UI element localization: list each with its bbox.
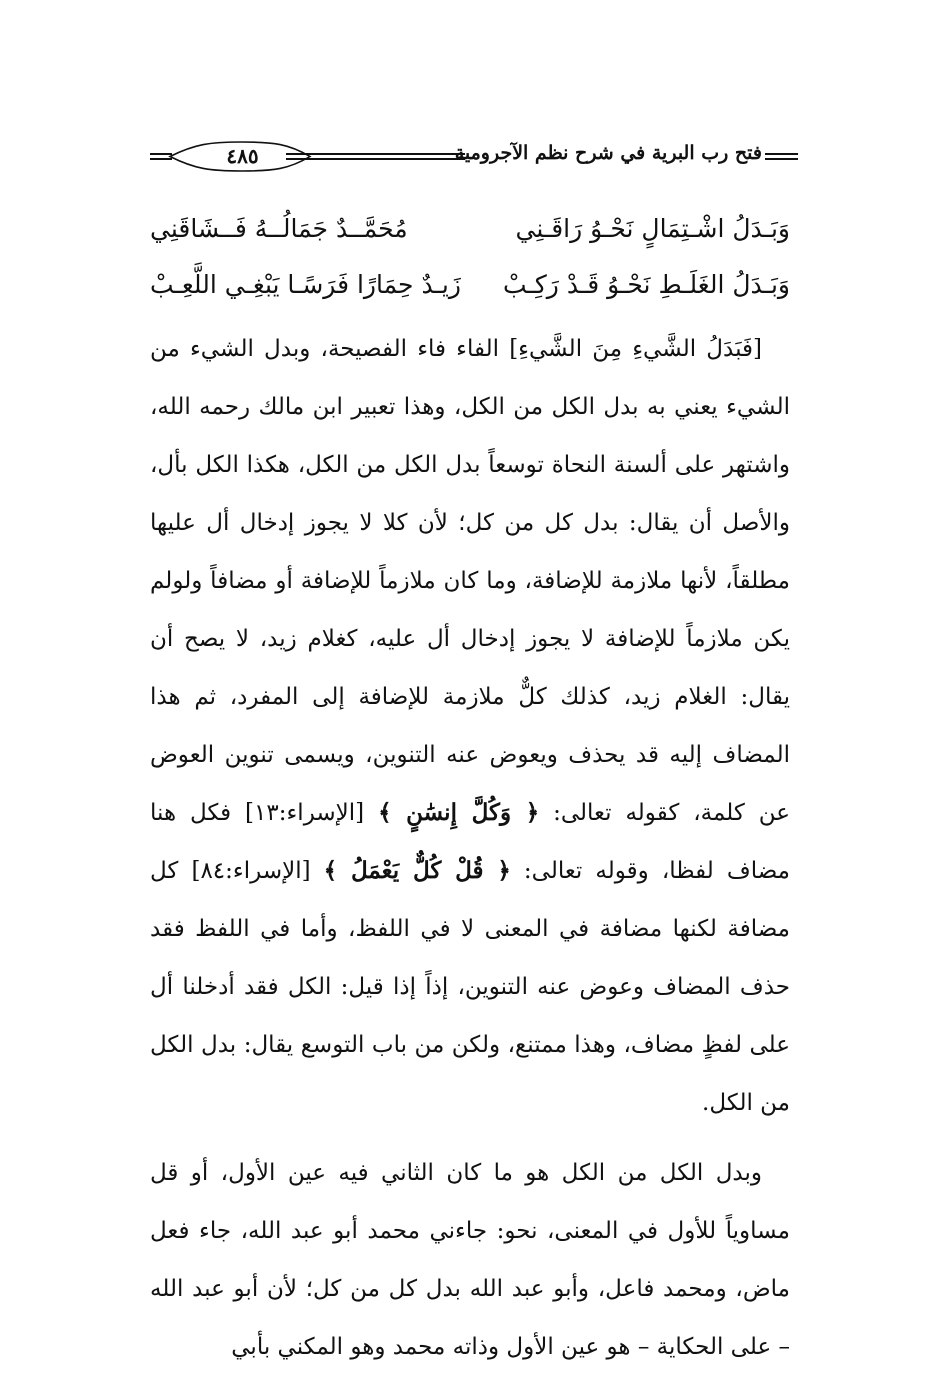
text-run: [الإسراء:٨٤] كل مضافة لكنها مضافة في المعنى لا في اللفظ، وأما في اللفظ فقد حذف المضاف وعوض عنه التنوين، إذاً إذا قيل: الكل فقد أدخلنا أل على لفظٍ مضاف، وهذا ممتنع، ولكن من باب التوسع يقال: بدل الكل من الكل. (150, 858, 790, 1116)
verse-first-hemistich: وَبَـدَلُ الغَلَـطِ نَحْـوُ قَـدْ رَكِـبْ (503, 270, 790, 299)
text-run: [فَبَدَلُ الشَّيءِ مِنَ الشَّيءِ] الفاء فاء الفصيحة، وبدل الشيء من الشيء يعني به بدل الكل من الكل، وهذا تعبير ابن مالك رحمه الله، واشتهر على ألسنة النحاة توسعاً بدل الكل من الكل، هكذا الكل بأل، والأصل أن يقال: بدل كل من كل؛ لأن كلا لا يجوز إدخال أل عليها مطلقاً، لأنها ملازمة للإضافة، وما كان ملازماً للإضافة أو مضافاً ولولم يكن ملازماً للإضافة لا يجوز إدخال أل عليه، كغلام زيد، لا يصح أن يقال: الغلام زيد، كذلك كلٌّ ملازمة للإضافة إلى المفرد، ثم هذا المضاف إليه قد يحذف ويعوض عنه التنوين، ويسمى تنوين العوض عن كلمة، كقوله تعالى: (150, 336, 790, 826)
commentary-body (150, 320, 790, 1376)
quran-quote: ﴿ وَكُلَّ إِنسَٰنٍ ﴾ (378, 799, 540, 826)
paragraph (150, 320, 790, 1132)
page-number: ٤٨٥ (226, 144, 259, 168)
verse-second-hemistich: زَيـدٌ حِمَارًا فَرَسًـا يَبْغِـي اللَّعِـبْ (150, 270, 461, 299)
paragraph (150, 1144, 790, 1376)
running-header (150, 140, 798, 176)
text-run: وبدل الكل من الكل هو ما كان الثاني فيه عين الأول، أو قل مساوياً للأول في المعنى، نحو: جاءني محمد أبو عبد الله، جاء فعل ماض، ومحمد فاعل، وأبو عبد الله بدل كل من كل؛ لأن أبو عبد الله – على الحكاية – هو عين الأول وذاته محمد وهو المكني بأبي (150, 1160, 790, 1360)
verse-line (150, 214, 790, 258)
text-run: [الإسراء:١٣] فكل هنا مضاف لفظا، وقوله تعالى: (150, 800, 790, 884)
verse-second-hemistich: مُحَمَّــدٌ جَمَالُــهُ فَــشَاقَنِي (150, 214, 408, 243)
quran-quote: ﴿ قُلْ كُلٌّ يَعْمَلُ ﴾ (323, 857, 511, 884)
verse-first-hemistich: وَبَـدَلُ اشْـتِمَالٍ نَحْـوُ رَاقَـنِي (515, 214, 790, 243)
verse-line (150, 270, 790, 314)
book-title: فتح رب البرية في شرح نظم الآجرومية (454, 142, 762, 164)
